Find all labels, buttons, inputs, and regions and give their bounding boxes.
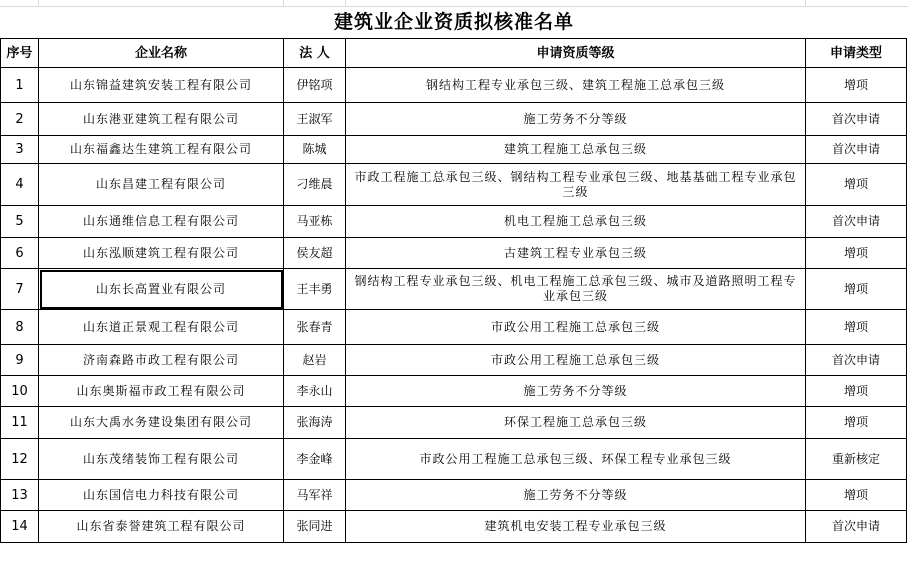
table-row: [1, 439, 907, 480]
cell-company[interactable]: 山东昌建工程有限公司: [39, 164, 284, 206]
cell-no[interactable]: 1: [1, 68, 39, 103]
header-legal-person[interactable]: 法 人: [284, 39, 346, 68]
cell-legal-person[interactable]: 李永山: [284, 376, 346, 407]
cell-company[interactable]: 山东泓顺建筑工程有限公司: [39, 238, 284, 269]
cell-grade[interactable]: 市政工程施工总承包三级、钢结构工程专业承包三级、地基基础工程专业承包三级: [346, 164, 806, 206]
cell-grade[interactable]: 市政公用工程施工总承包三级、环保工程专业承包三级: [346, 439, 806, 480]
cell-legal-person[interactable]: 侯友超: [284, 238, 346, 269]
cell-legal-person[interactable]: 王丰勇: [284, 269, 346, 310]
cell-type[interactable]: 增项: [806, 269, 907, 310]
table-row: [1, 164, 907, 206]
cell-grade[interactable]: 建筑机电安装工程专业承包三级: [346, 511, 806, 543]
table-row: [1, 206, 907, 238]
cell-no[interactable]: 11: [1, 407, 39, 439]
cell-grade[interactable]: 市政公用工程施工总承包三级: [346, 345, 806, 376]
cell-grade[interactable]: 环保工程施工总承包三级: [346, 407, 806, 439]
cell-type[interactable]: 增项: [806, 480, 907, 511]
cell-legal-person[interactable]: 陈城: [284, 136, 346, 164]
cell-type[interactable]: 首次申请: [806, 136, 907, 164]
table-row: [1, 68, 907, 103]
cell-type[interactable]: 首次申请: [806, 103, 907, 136]
cell-grade[interactable]: 古建筑工程专业承包三级: [346, 238, 806, 269]
cell-no[interactable]: 4: [1, 164, 39, 206]
header-no[interactable]: 序号: [1, 39, 39, 68]
header-row: [1, 39, 907, 68]
cell-grade[interactable]: 市政公用工程施工总承包三级: [346, 310, 806, 345]
cell-company-selected[interactable]: 山东长高置业有限公司: [39, 269, 284, 310]
cell-no[interactable]: 7: [1, 269, 39, 310]
cell-type[interactable]: 增项: [806, 376, 907, 407]
cell-type[interactable]: 首次申请: [806, 206, 907, 238]
cell-no[interactable]: 8: [1, 310, 39, 345]
cell-no[interactable]: 9: [1, 345, 39, 376]
cell-legal-person[interactable]: 马军祥: [284, 480, 346, 511]
cell-company[interactable]: 山东福鑫达生建筑工程有限公司: [39, 136, 284, 164]
cell-legal-person[interactable]: 张春青: [284, 310, 346, 345]
cell-no[interactable]: 5: [1, 206, 39, 238]
cell-grade[interactable]: 机电工程施工总承包三级: [346, 206, 806, 238]
table-row: [1, 407, 907, 439]
cell-no[interactable]: 3: [1, 136, 39, 164]
cell-legal-person[interactable]: 赵岩: [284, 345, 346, 376]
cell-no[interactable]: 6: [1, 238, 39, 269]
cell-company[interactable]: 山东奥斯福市政工程有限公司: [39, 376, 284, 407]
cell-company[interactable]: 山东省泰誉建筑工程有限公司: [39, 511, 284, 543]
cell-type[interactable]: 增项: [806, 310, 907, 345]
table-row: [1, 269, 907, 310]
cell-company[interactable]: 山东大禹水务建设集团有限公司: [39, 407, 284, 439]
cell-grade[interactable]: 建筑工程施工总承包三级: [346, 136, 806, 164]
qualification-table: [0, 38, 907, 543]
cell-legal-person[interactable]: 李金峰: [284, 439, 346, 480]
header-company[interactable]: 企业名称: [39, 39, 284, 68]
table-row: [1, 310, 907, 345]
cell-grade[interactable]: 施工劳务不分等级: [346, 103, 806, 136]
cell-company[interactable]: 山东道正景观工程有限公司: [39, 310, 284, 345]
cell-type[interactable]: 增项: [806, 407, 907, 439]
cell-type[interactable]: 首次申请: [806, 511, 907, 543]
cell-no[interactable]: 14: [1, 511, 39, 543]
cell-no[interactable]: 13: [1, 480, 39, 511]
cell-legal-person[interactable]: 刁维晨: [284, 164, 346, 206]
sheet-title: 建筑业企业资质拟核准名单: [333, 11, 574, 33]
cell-company[interactable]: 山东港亚建筑工程有限公司: [39, 103, 284, 136]
cell-company[interactable]: 山东茂绪装饰工程有限公司: [39, 439, 284, 480]
cell-grade[interactable]: 钢结构工程专业承包三级、建筑工程施工总承包三级: [346, 68, 806, 103]
cell-legal-person[interactable]: 张海涛: [284, 407, 346, 439]
cell-legal-person[interactable]: 马亚栋: [284, 206, 346, 238]
table-row: [1, 136, 907, 164]
cell-company[interactable]: 山东通维信息工程有限公司: [39, 206, 284, 238]
cell-type[interactable]: 增项: [806, 238, 907, 269]
cell-type[interactable]: 增项: [806, 68, 907, 103]
cell-company[interactable]: 山东锦益建筑安装工程有限公司: [39, 68, 284, 103]
table-row: [1, 511, 907, 543]
cell-type[interactable]: 首次申请: [806, 345, 907, 376]
table-row: [1, 103, 907, 136]
cell-type[interactable]: 增项: [806, 164, 907, 206]
cell-legal-person[interactable]: 伊铭项: [284, 68, 346, 103]
header-grade[interactable]: 申请资质等级: [346, 39, 806, 68]
table-row: [1, 376, 907, 407]
table-row: [1, 238, 907, 269]
table-row: [1, 345, 907, 376]
cell-legal-person[interactable]: 王淑军: [284, 103, 346, 136]
cell-company[interactable]: 济南森路市政工程有限公司: [39, 345, 284, 376]
cell-no[interactable]: 2: [1, 103, 39, 136]
cell-no[interactable]: 12: [1, 439, 39, 480]
table-row: [1, 480, 907, 511]
cell-legal-person[interactable]: 张同进: [284, 511, 346, 543]
cell-grade[interactable]: 钢结构工程专业承包三级、机电工程施工总承包三级、城市及道路照明工程专业承包三级: [346, 269, 806, 310]
cell-company[interactable]: 山东国信电力科技有限公司: [39, 480, 284, 511]
cell-grade[interactable]: 施工劳务不分等级: [346, 480, 806, 511]
header-type[interactable]: 申请类型: [806, 39, 907, 68]
cell-type[interactable]: 重新核定: [806, 439, 907, 480]
cell-no[interactable]: 10: [1, 376, 39, 407]
cell-grade[interactable]: 施工劳务不分等级: [346, 376, 806, 407]
